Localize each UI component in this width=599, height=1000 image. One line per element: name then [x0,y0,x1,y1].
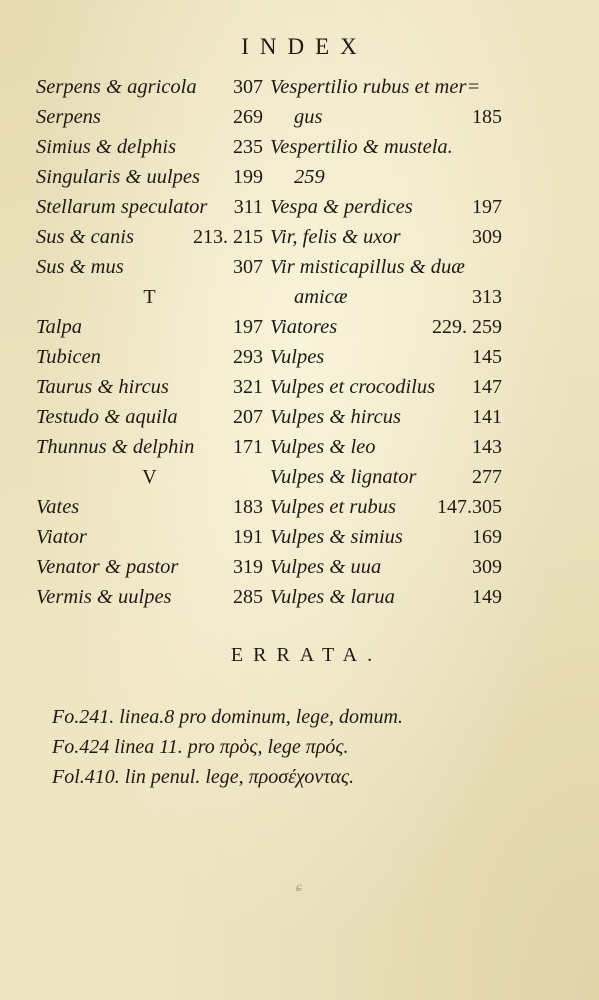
index-entry-term: Vir, felis & uxor [270,226,401,248]
index-entry-page: 269 [233,106,263,128]
index-entry-page: 147.305 [437,496,502,518]
index-entry [36,252,263,282]
index-entry [270,252,502,282]
index-entry-page: 229. 259 [432,316,502,338]
index-entry-term: Venator & pastor [36,556,179,578]
index-entry [36,402,263,432]
index-entry-term: Viator [36,526,87,548]
index-entry-page: 309 [472,226,502,248]
index-entry-term: Singularis & uulpes [36,166,201,188]
index-entry [36,192,263,222]
index-entry-term: Vulpes & leo [270,436,376,458]
index-entry [270,342,502,372]
errata-line: Fol.410. lin penul. lege, προσέχοντας. [52,766,355,788]
index-entry-page: 235 [233,136,263,158]
index-entry-term: Testudo & aquila [36,406,178,428]
index-entry [270,462,502,492]
index-entry [36,312,263,342]
index-entry-term: Vulpes & simius [270,526,403,548]
index-entry-term: Vulpes & larua [270,586,395,608]
ink-mark-icon: ɕ [296,880,303,895]
errata-title: ERRATA. [230,644,383,666]
index-entry [270,492,502,522]
index-entry-term: amicæ [294,286,348,308]
index-entry-term: Vulpes & hircus [270,406,401,428]
index-column-left [36,72,263,612]
index-entry [36,132,263,162]
index-entry-page: 277 [472,466,502,488]
index-entry-term: Vir misticapillus & duæ [270,256,465,278]
index-entry [36,342,263,372]
index-entry [36,552,263,582]
index-entry [270,582,502,612]
index-entry [270,102,502,132]
index-entry [270,282,502,312]
index-entry-page: 143 [472,436,502,458]
index-entry-page: 141 [472,406,502,428]
index-entry-term: Viatores [270,316,338,338]
index-entry-page: 307 [233,76,263,98]
index-entry [36,522,263,552]
index-entry-term: Taurus & hircus [36,376,169,398]
index-entry [270,132,502,162]
index-entry-page: 321 [233,376,263,398]
index-section-letter: T [143,286,156,308]
index-entry-term: Vespertilio rubus et mer= [270,76,481,98]
index-entry-term: Vulpes et rubus [270,496,397,518]
errata-list [52,702,522,792]
index-section-letter: V [142,466,157,488]
page-header: INDEX [241,34,368,59]
errata-line: Fo.424 linea 11. pro πρὸς, lege πρός. [52,736,349,758]
index-entry [36,372,263,402]
index-entry-term: Vulpes & lignator [270,466,417,488]
index-entry [36,222,263,252]
index-entry [270,312,502,342]
index-entry-term: Vermis & uulpes [36,586,172,608]
index-entry [36,492,263,522]
index-entry-page: 183 [233,496,263,518]
index-entry-term: Sus & canis [36,226,134,248]
index-entry-term: Serpens & agricola [36,76,197,98]
index-entry [36,162,263,192]
index-entry-term: gus [294,106,323,128]
index-entry [36,102,263,132]
index-entry-term: Vespertilio & mustela. [270,136,453,158]
index-entry-term: Vespa & perdices [270,196,413,218]
index-column-right [270,72,502,612]
index-entry-page: 147 [472,376,502,398]
index-entry-term: Stellarum speculator [36,196,208,218]
index-entry-term: Serpens [36,106,101,128]
index-entry [36,432,263,462]
index-entry [270,552,502,582]
index-entry-page: 207 [233,406,263,428]
index-entry-term: Sus & mus [36,256,124,278]
index-entry-term: Simius & delphis [36,136,177,158]
index-entry-term: Tubicen [36,346,101,368]
index-entry-page: 171 [233,436,263,458]
index-entry-page: 145 [472,346,502,368]
index-entry [270,372,502,402]
index-entry-page: 285 [233,586,263,608]
index-entry-page: 319 [233,556,263,578]
index-entry [270,162,502,192]
index-entry-page: 197 [472,196,502,218]
index-entry-page: 309 [472,556,502,578]
errata-line: Fo.241. linea.8 pro dominum, lege, domum. [52,706,403,728]
index-entry-page: 169 [472,526,502,548]
index-entry-page: 307 [233,256,263,278]
index-entry-term: Thunnus & delphin [36,436,195,458]
index-entry [270,402,502,432]
index-entry [270,522,502,552]
index-entry-page: 313 [472,286,502,308]
index-entry-page: 191 [233,526,263,548]
index-entry-page: 199 [233,166,263,188]
index-entry [36,72,263,102]
index-entry-term: Vates [36,496,80,518]
index-entry-page: 311 [233,196,263,218]
index-entry-term: Vulpes & uua [270,556,382,578]
index-entry [36,582,263,612]
index-entry-page: 213. 215 [193,226,263,248]
index-entry [270,72,502,102]
index-entry-term: Talpa [36,316,82,338]
index-entry [270,222,502,252]
index-entry-page: 197 [233,316,263,338]
index-entry-term: Vulpes et crocodilus [270,376,436,398]
index-entry-page: 293 [233,346,263,368]
index-entry-page: 185 [472,106,502,128]
index-entry [270,432,502,462]
index-entry-term: 259 [294,166,325,188]
index-entry-page: 149 [472,586,502,608]
index-entry-term: Vulpes [270,346,325,368]
index-entry [270,192,502,222]
